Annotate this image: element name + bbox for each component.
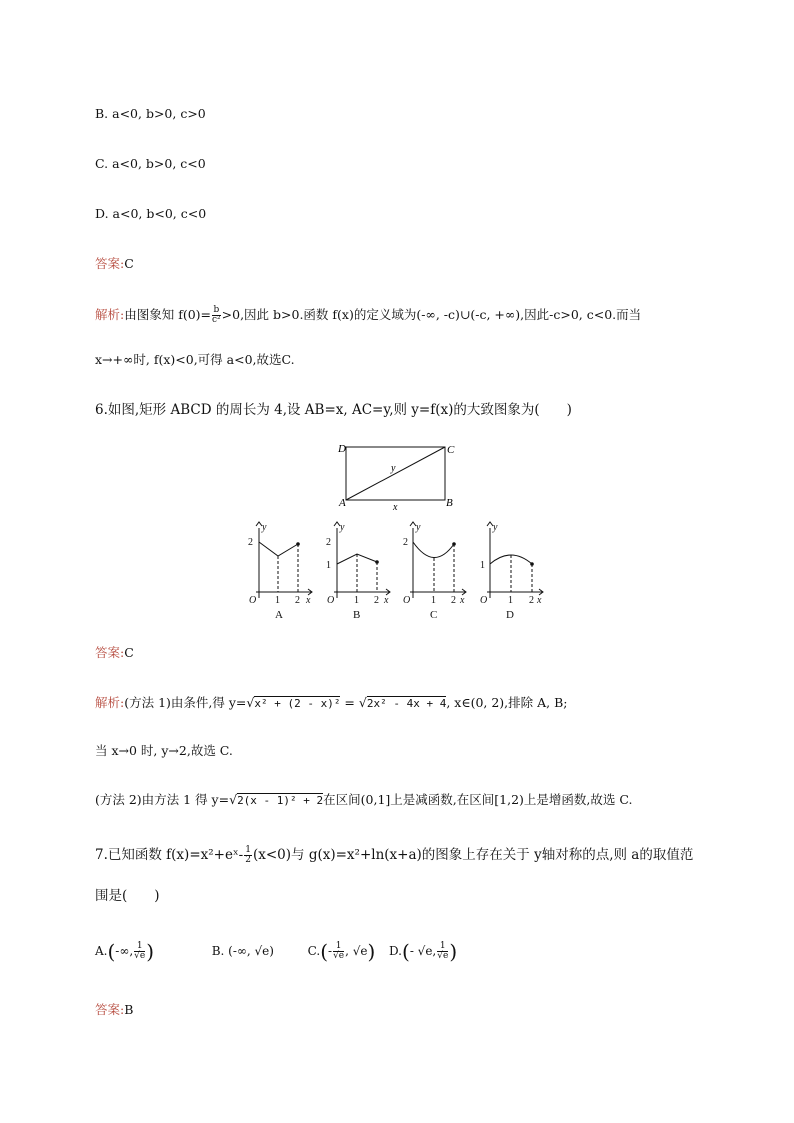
answer-q5 [95,256,134,272]
question-7-line2: 围是( ) [95,888,160,904]
option-d: D.(- √e, $\frac{1}{√e}$ ) [388,939,458,964]
svg-text:1: 1 [480,560,485,571]
analysis-q6-line1: 解析:(方法 1)由条件,得 y=√x² + (2 - x)² = √2x² - 4x + 4, x∈(0, 2),排除 A, B; [95,695,568,710]
answer-label: 答案: [95,645,125,660]
svg-text:1: 1 [508,595,513,606]
svg-text:2: 2 [451,595,456,606]
analysis-text: >0,因此 b>0.函数 f(x)的定义域为(-∞, -c)∪(-c, +∞),因此-c>0, c<0.而当 [221,307,642,322]
graph-a-label: A [275,609,283,621]
answer-value: C [124,645,134,660]
graph-b-label: B [353,609,361,621]
graph-c-label: C [430,609,438,621]
svg-text:2: 2 [374,595,379,606]
svg-text:1: 1 [275,595,280,606]
analysis-label: 解析: [95,307,125,322]
option-b: B. (-∞, √e) [211,944,274,958]
svg-text:x: x [306,595,311,606]
fraction-b-over-c2: $\frac{b}{\text{c²}}$ [212,305,221,325]
svg-text:2: 2 [248,537,253,548]
svg-text:y: y [493,522,498,533]
answer-label: 答案: [95,256,125,271]
svg-text:2: 2 [295,595,300,606]
analysis-q6-line3: (方法 2)由方法 1 得 y=√2(x - 1)² + 2在区间(0,1]上是减函数,在区间[1,2)上是增函数,故选 C. [95,792,633,807]
analysis-q6-line2: 当 x→0 时, y→2,故选 C. [95,743,233,758]
svg-text:x: x [460,595,465,606]
svg-text:2: 2 [326,537,331,548]
answer-label: 答案: [95,1002,125,1017]
question-6: 6.如图,矩形 ABCD 的周长为 4,设 AB=x, AC=y,则 y=f(x)的大致图象为( ) [95,402,572,418]
option-d: D. a<0, b<0, c<0 [95,206,207,221]
analysis-text: 由图象知 f(0)= [124,307,211,322]
svg-text:1: 1 [326,560,331,571]
analysis-q5-line2: x→+∞时, f(x)<0,可得 a<0,故选C. [95,352,295,367]
option-b: B. a<0, b>0, c>0 [95,106,206,121]
sqrt-expression: √x² + (2 - x)² [246,695,341,710]
svg-text:2: 2 [403,537,408,548]
option-graphs [240,520,550,625]
analysis-label: 解析: [95,695,125,710]
graph-d-label: D [506,609,514,621]
sqrt-expression: √2(x - 1)² + 2 [229,792,324,807]
answer-q6 [95,645,134,661]
answer-value: C [124,256,134,271]
label-x: x [393,502,398,513]
label-b: B [446,497,453,509]
svg-text:y: y [262,522,267,533]
svg-text:y: y [340,522,345,533]
question-7-line1: 7.已知函数 f(x)=x²+eˣ- $\frac{1}{2}$ (x<0)与 g(x)=x²+ln(x+a)的图象上存在关于 y轴对称的点,则 a的取值范 [95,845,694,865]
sqrt-expression: √2x² - 4x + 4 [358,695,447,710]
svg-text:2: 2 [529,595,534,606]
question-7-options [95,939,458,964]
answer-q7 [95,1002,133,1018]
svg-text:1: 1 [354,595,359,606]
svg-text:x: x [537,595,542,606]
label-d: D [338,443,346,455]
fraction-one-half: $\frac{1}{2}$ [245,845,251,865]
svg-text:x: x [384,595,389,606]
label-c: C [447,444,455,456]
option-a: A.(-∞, $\frac{1}{√e}$ ) [95,939,155,964]
svg-text:y: y [416,522,421,533]
svg-text:O: O [327,595,335,606]
label-a: A [339,497,346,509]
option-c: C.(- $\frac{1}{√e}$ , √e) [307,939,376,964]
option-c: C. a<0, b>0, c<0 [95,156,206,171]
svg-text:O: O [480,595,488,606]
answer-value: B [124,1002,134,1017]
svg-text:O: O [249,595,257,606]
rectangle-figure [335,438,465,513]
svg-text:O: O [403,595,411,606]
svg-text:1: 1 [431,595,436,606]
analysis-q5-line1 [95,306,641,325]
label-y: y [391,463,396,474]
